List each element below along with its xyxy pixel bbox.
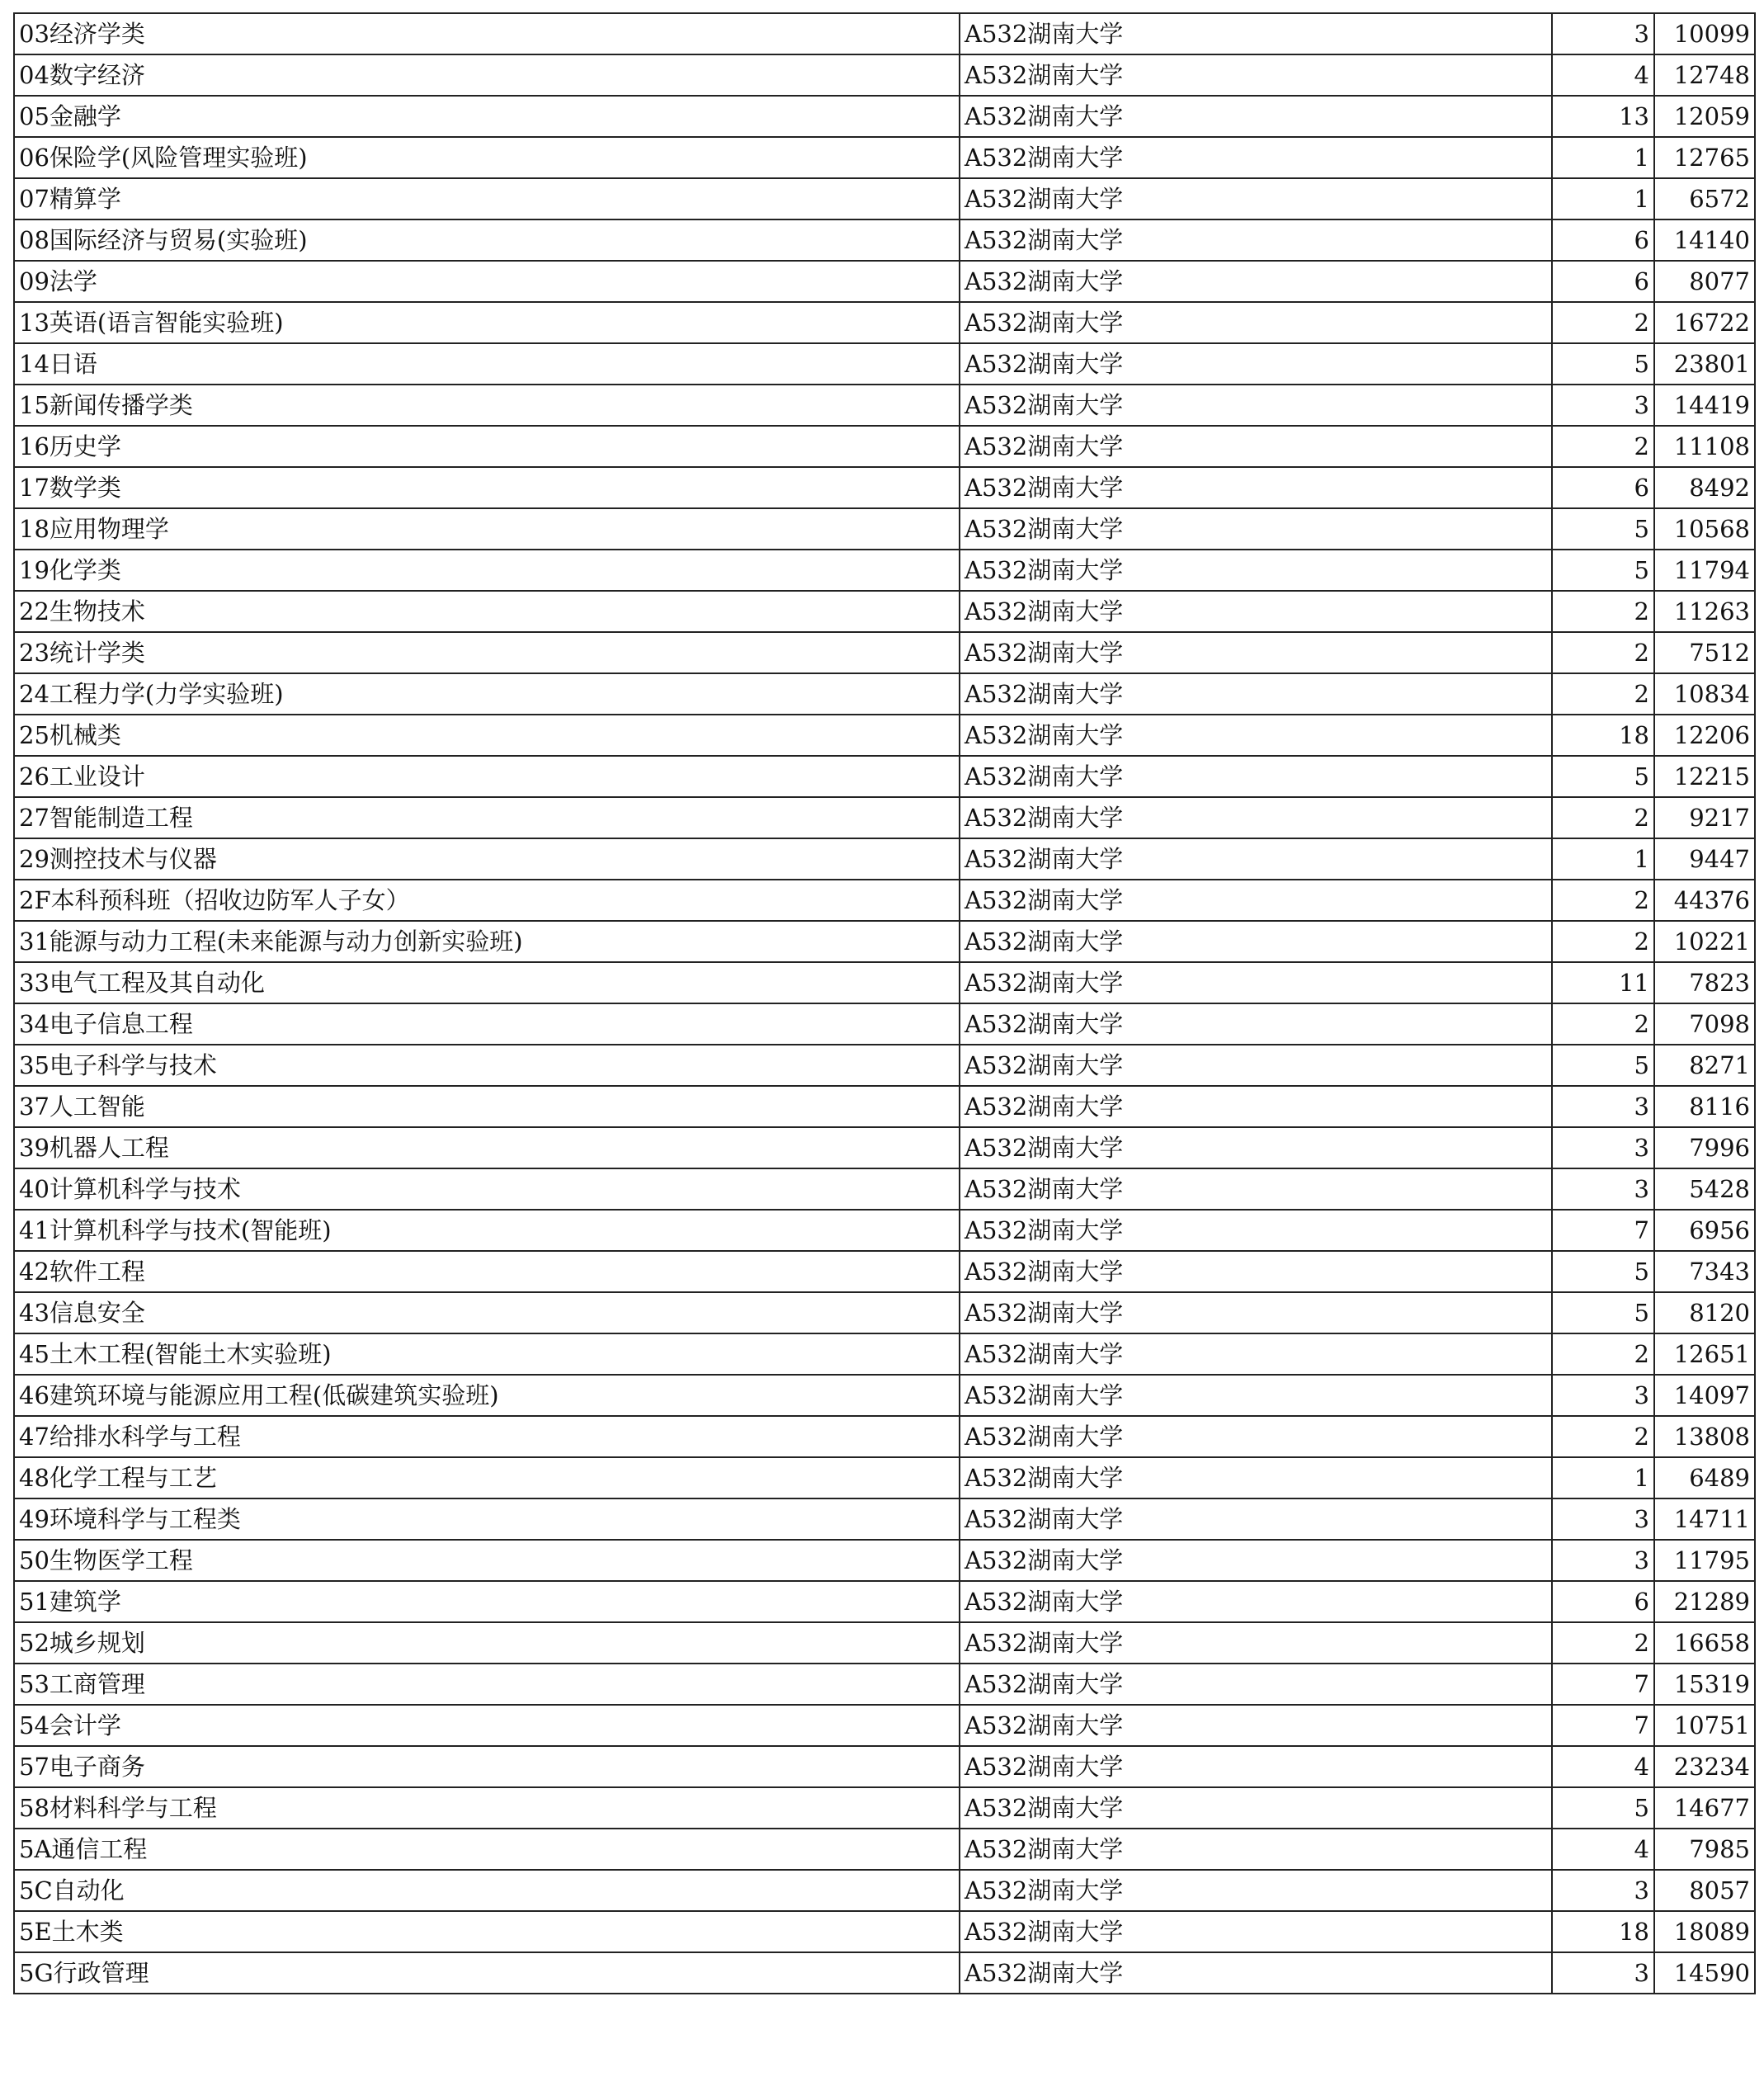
major-cell: 51建筑学 <box>14 1581 960 1622</box>
quota-cell: 4 <box>1552 54 1654 96</box>
rank-cell: 7985 <box>1654 1829 1755 1870</box>
rank-cell: 11794 <box>1654 550 1755 591</box>
quota-cell: 3 <box>1552 1498 1654 1540</box>
rank-cell: 6489 <box>1654 1457 1755 1498</box>
university-cell: A532湖南大学 <box>960 1292 1552 1333</box>
university-cell: A532湖南大学 <box>960 1168 1552 1210</box>
rank-cell: 9217 <box>1654 797 1755 838</box>
quota-cell: 6 <box>1552 261 1654 302</box>
major-cell: 13英语(语言智能实验班) <box>14 302 960 343</box>
quota-cell: 2 <box>1552 1333 1654 1375</box>
university-cell: A532湖南大学 <box>960 921 1552 962</box>
university-cell: A532湖南大学 <box>960 1457 1552 1498</box>
university-cell: A532湖南大学 <box>960 1622 1552 1664</box>
rank-cell: 7996 <box>1654 1127 1755 1168</box>
table-row <box>14 508 1755 550</box>
quota-cell: 2 <box>1552 797 1654 838</box>
major-cell: 09法学 <box>14 261 960 302</box>
university-cell: A532湖南大学 <box>960 467 1552 508</box>
rank-cell: 10834 <box>1654 673 1755 715</box>
major-cell: 16历史学 <box>14 426 960 467</box>
major-cell: 39机器人工程 <box>14 1127 960 1168</box>
rank-cell: 11108 <box>1654 426 1755 467</box>
major-cell: 33电气工程及其自动化 <box>14 962 960 1003</box>
major-cell: 58材料科学与工程 <box>14 1787 960 1829</box>
major-cell: 29测控技术与仪器 <box>14 838 960 880</box>
rank-cell: 7098 <box>1654 1003 1755 1045</box>
rank-cell: 10221 <box>1654 921 1755 962</box>
table-row <box>14 591 1755 632</box>
major-cell: 08国际经济与贸易(实验班) <box>14 219 960 261</box>
quota-cell: 5 <box>1552 1787 1654 1829</box>
table-row <box>14 756 1755 797</box>
quota-cell: 5 <box>1552 1292 1654 1333</box>
university-cell: A532湖南大学 <box>960 1127 1552 1168</box>
major-cell: 26工业设计 <box>14 756 960 797</box>
rank-cell: 8077 <box>1654 261 1755 302</box>
university-cell: A532湖南大学 <box>960 54 1552 96</box>
rank-cell: 12765 <box>1654 137 1755 178</box>
university-cell: A532湖南大学 <box>960 715 1552 756</box>
major-cell: 47给排水科学与工程 <box>14 1416 960 1457</box>
university-cell: A532湖南大学 <box>960 632 1552 673</box>
table-row <box>14 1540 1755 1581</box>
rank-cell: 12651 <box>1654 1333 1755 1375</box>
table-row <box>14 1705 1755 1746</box>
rank-cell: 7343 <box>1654 1251 1755 1292</box>
rank-cell: 16722 <box>1654 302 1755 343</box>
major-cell: 27智能制造工程 <box>14 797 960 838</box>
quota-cell: 1 <box>1552 838 1654 880</box>
major-cell: 15新闻传播学类 <box>14 385 960 426</box>
quota-cell: 5 <box>1552 550 1654 591</box>
quota-cell: 1 <box>1552 1457 1654 1498</box>
quota-cell: 3 <box>1552 1168 1654 1210</box>
university-cell: A532湖南大学 <box>960 550 1552 591</box>
table-row <box>14 1498 1755 1540</box>
rank-cell: 8492 <box>1654 467 1755 508</box>
major-cell: 35电子科学与技术 <box>14 1045 960 1086</box>
university-cell: A532湖南大学 <box>960 343 1552 385</box>
university-cell: A532湖南大学 <box>960 797 1552 838</box>
university-cell: A532湖南大学 <box>960 426 1552 467</box>
university-cell: A532湖南大学 <box>960 1952 1552 1994</box>
major-cell: 42软件工程 <box>14 1251 960 1292</box>
quota-cell: 2 <box>1552 1416 1654 1457</box>
major-cell: 53工商管理 <box>14 1664 960 1705</box>
quota-cell: 5 <box>1552 1251 1654 1292</box>
quota-cell: 4 <box>1552 1746 1654 1787</box>
major-cell: 23统计学类 <box>14 632 960 673</box>
major-cell: 54会计学 <box>14 1705 960 1746</box>
table-row <box>14 1251 1755 1292</box>
university-cell: A532湖南大学 <box>960 962 1552 1003</box>
quota-cell: 3 <box>1552 13 1654 54</box>
rank-cell: 6572 <box>1654 178 1755 219</box>
university-cell: A532湖南大学 <box>960 1333 1552 1375</box>
rank-cell: 21289 <box>1654 1581 1755 1622</box>
rank-cell: 23801 <box>1654 343 1755 385</box>
table-row <box>14 673 1755 715</box>
quota-cell: 2 <box>1552 1003 1654 1045</box>
major-cell: 43信息安全 <box>14 1292 960 1333</box>
table-row <box>14 96 1755 137</box>
table-row <box>14 178 1755 219</box>
university-cell: A532湖南大学 <box>960 137 1552 178</box>
rank-cell: 14590 <box>1654 1952 1755 1994</box>
university-cell: A532湖南大学 <box>960 880 1552 921</box>
rank-cell: 15319 <box>1654 1664 1755 1705</box>
rank-cell: 6956 <box>1654 1210 1755 1251</box>
quota-cell: 3 <box>1552 385 1654 426</box>
quota-cell: 3 <box>1552 1086 1654 1127</box>
table-row <box>14 1952 1755 1994</box>
quota-cell: 3 <box>1552 1540 1654 1581</box>
table-row <box>14 1870 1755 1911</box>
quota-cell: 3 <box>1552 1375 1654 1416</box>
major-cell: 37人工智能 <box>14 1086 960 1127</box>
quota-cell: 5 <box>1552 343 1654 385</box>
rank-cell: 14097 <box>1654 1375 1755 1416</box>
table-row <box>14 1457 1755 1498</box>
rank-cell: 44376 <box>1654 880 1755 921</box>
university-cell: A532湖南大学 <box>960 1003 1552 1045</box>
table-row <box>14 715 1755 756</box>
rank-cell: 14711 <box>1654 1498 1755 1540</box>
major-cell: 49环境科学与工程类 <box>14 1498 960 1540</box>
table-row <box>14 137 1755 178</box>
quota-cell: 3 <box>1552 1952 1654 1994</box>
major-cell: 14日语 <box>14 343 960 385</box>
university-cell: A532湖南大学 <box>960 1787 1552 1829</box>
major-cell: 45土木工程(智能土木实验班) <box>14 1333 960 1375</box>
university-cell: A532湖南大学 <box>960 756 1552 797</box>
major-cell: 05金融学 <box>14 96 960 137</box>
university-cell: A532湖南大学 <box>960 1498 1552 1540</box>
rank-cell: 12059 <box>1654 96 1755 137</box>
table-row <box>14 54 1755 96</box>
major-cell: 40计算机科学与技术 <box>14 1168 960 1210</box>
quota-cell: 13 <box>1552 96 1654 137</box>
major-cell: 5A通信工程 <box>14 1829 960 1870</box>
major-cell: 31能源与动力工程(未来能源与动力创新实验班) <box>14 921 960 962</box>
university-cell: A532湖南大学 <box>960 1664 1552 1705</box>
table-row <box>14 385 1755 426</box>
rank-cell: 14419 <box>1654 385 1755 426</box>
university-cell: A532湖南大学 <box>960 178 1552 219</box>
major-cell: 57电子商务 <box>14 1746 960 1787</box>
university-cell: A532湖南大学 <box>960 1540 1552 1581</box>
rank-cell: 7823 <box>1654 962 1755 1003</box>
table-row <box>14 1333 1755 1375</box>
university-cell: A532湖南大学 <box>960 1705 1552 1746</box>
rank-cell: 10099 <box>1654 13 1755 54</box>
major-cell: 22生物技术 <box>14 591 960 632</box>
quota-cell: 5 <box>1552 756 1654 797</box>
rank-cell: 9447 <box>1654 838 1755 880</box>
quota-cell: 3 <box>1552 1127 1654 1168</box>
quota-cell: 2 <box>1552 426 1654 467</box>
rank-cell: 11795 <box>1654 1540 1755 1581</box>
quota-cell: 6 <box>1552 1581 1654 1622</box>
major-cell: 04数字经济 <box>14 54 960 96</box>
rank-cell: 10751 <box>1654 1705 1755 1746</box>
table-row <box>14 1292 1755 1333</box>
quota-cell: 5 <box>1552 1045 1654 1086</box>
table-row <box>14 1045 1755 1086</box>
university-cell: A532湖南大学 <box>960 673 1552 715</box>
major-cell: 50生物医学工程 <box>14 1540 960 1581</box>
major-cell: 5C自动化 <box>14 1870 960 1911</box>
university-cell: A532湖南大学 <box>960 302 1552 343</box>
major-cell: 06保险学(风险管理实验班) <box>14 137 960 178</box>
university-cell: A532湖南大学 <box>960 1086 1552 1127</box>
table-row <box>14 1210 1755 1251</box>
rank-cell: 5428 <box>1654 1168 1755 1210</box>
quota-cell: 18 <box>1552 1911 1654 1952</box>
university-cell: A532湖南大学 <box>960 261 1552 302</box>
quota-cell: 2 <box>1552 1622 1654 1664</box>
major-cell: 25机械类 <box>14 715 960 756</box>
quota-cell: 2 <box>1552 673 1654 715</box>
table-row <box>14 1375 1755 1416</box>
table-row <box>14 219 1755 261</box>
university-cell: A532湖南大学 <box>960 838 1552 880</box>
table-row <box>14 962 1755 1003</box>
table-row <box>14 1168 1755 1210</box>
table-row <box>14 302 1755 343</box>
table-row <box>14 838 1755 880</box>
table-row <box>14 1003 1755 1045</box>
major-cell: 34电子信息工程 <box>14 1003 960 1045</box>
rank-cell: 12215 <box>1654 756 1755 797</box>
university-cell: A532湖南大学 <box>960 1746 1552 1787</box>
table-row <box>14 1664 1755 1705</box>
table-row <box>14 632 1755 673</box>
rank-cell: 8271 <box>1654 1045 1755 1086</box>
rank-cell: 8120 <box>1654 1292 1755 1333</box>
table-row <box>14 467 1755 508</box>
university-cell: A532湖南大学 <box>960 1375 1552 1416</box>
rank-cell: 14140 <box>1654 219 1755 261</box>
rank-cell: 12748 <box>1654 54 1755 96</box>
university-cell: A532湖南大学 <box>960 219 1552 261</box>
table-row <box>14 1829 1755 1870</box>
quota-cell: 1 <box>1552 137 1654 178</box>
table-row <box>14 797 1755 838</box>
major-cell: 5G行政管理 <box>14 1952 960 1994</box>
table-row <box>14 880 1755 921</box>
table-row <box>14 1622 1755 1664</box>
rank-cell: 13808 <box>1654 1416 1755 1457</box>
table-row <box>14 1787 1755 1829</box>
table-row <box>14 1581 1755 1622</box>
university-cell: A532湖南大学 <box>960 385 1552 426</box>
quota-cell: 7 <box>1552 1705 1654 1746</box>
rank-cell: 7512 <box>1654 632 1755 673</box>
university-cell: A532湖南大学 <box>960 1870 1552 1911</box>
quota-cell: 3 <box>1552 1870 1654 1911</box>
quota-cell: 7 <box>1552 1664 1654 1705</box>
major-cell: 48化学工程与工艺 <box>14 1457 960 1498</box>
major-cell: 18应用物理学 <box>14 508 960 550</box>
university-cell: A532湖南大学 <box>960 591 1552 632</box>
rank-cell: 12206 <box>1654 715 1755 756</box>
rank-cell: 8116 <box>1654 1086 1755 1127</box>
rank-cell: 10568 <box>1654 508 1755 550</box>
table-row <box>14 1911 1755 1952</box>
university-cell: A532湖南大学 <box>960 1045 1552 1086</box>
rank-cell: 11263 <box>1654 591 1755 632</box>
university-cell: A532湖南大学 <box>960 1416 1552 1457</box>
major-cell: 46建筑环境与能源应用工程(低碳建筑实验班) <box>14 1375 960 1416</box>
quota-cell: 6 <box>1552 467 1654 508</box>
quota-cell: 11 <box>1552 962 1654 1003</box>
major-cell: 41计算机科学与技术(智能班) <box>14 1210 960 1251</box>
quota-cell: 5 <box>1552 508 1654 550</box>
quota-cell: 7 <box>1552 1210 1654 1251</box>
major-cell: 52城乡规划 <box>14 1622 960 1664</box>
table-row <box>14 343 1755 385</box>
table-row <box>14 13 1755 54</box>
table-row <box>14 1086 1755 1127</box>
rank-cell: 23234 <box>1654 1746 1755 1787</box>
rank-cell: 16658 <box>1654 1622 1755 1664</box>
rank-cell: 18089 <box>1654 1911 1755 1952</box>
table-row <box>14 1127 1755 1168</box>
major-cell: 2F本科预科班（招收边防军人子女） <box>14 880 960 921</box>
quota-cell: 4 <box>1552 1829 1654 1870</box>
rank-cell: 8057 <box>1654 1870 1755 1911</box>
quota-cell: 18 <box>1552 715 1654 756</box>
quota-cell: 2 <box>1552 302 1654 343</box>
university-cell: A532湖南大学 <box>960 96 1552 137</box>
major-cell: 5E土木类 <box>14 1911 960 1952</box>
quota-cell: 2 <box>1552 632 1654 673</box>
table-row <box>14 1746 1755 1787</box>
major-cell: 24工程力学(力学实验班) <box>14 673 960 715</box>
university-cell: A532湖南大学 <box>960 13 1552 54</box>
university-cell: A532湖南大学 <box>960 1581 1552 1622</box>
quota-cell: 2 <box>1552 591 1654 632</box>
table-row <box>14 1416 1755 1457</box>
university-cell: A532湖南大学 <box>960 1829 1552 1870</box>
major-cell: 07精算学 <box>14 178 960 219</box>
university-cell: A532湖南大学 <box>960 508 1552 550</box>
table-body <box>14 13 1755 1994</box>
university-cell: A532湖南大学 <box>960 1251 1552 1292</box>
table-row <box>14 921 1755 962</box>
quota-cell: 6 <box>1552 219 1654 261</box>
quota-cell: 2 <box>1552 880 1654 921</box>
table-row <box>14 550 1755 591</box>
table-row <box>14 261 1755 302</box>
university-cell: A532湖南大学 <box>960 1911 1552 1952</box>
university-cell: A532湖南大学 <box>960 1210 1552 1251</box>
major-cell: 17数学类 <box>14 467 960 508</box>
major-cell: 19化学类 <box>14 550 960 591</box>
quota-cell: 1 <box>1552 178 1654 219</box>
table-row <box>14 426 1755 467</box>
rank-cell: 14677 <box>1654 1787 1755 1829</box>
admission-table <box>13 12 1756 1994</box>
quota-cell: 2 <box>1552 921 1654 962</box>
major-cell: 03经济学类 <box>14 13 960 54</box>
